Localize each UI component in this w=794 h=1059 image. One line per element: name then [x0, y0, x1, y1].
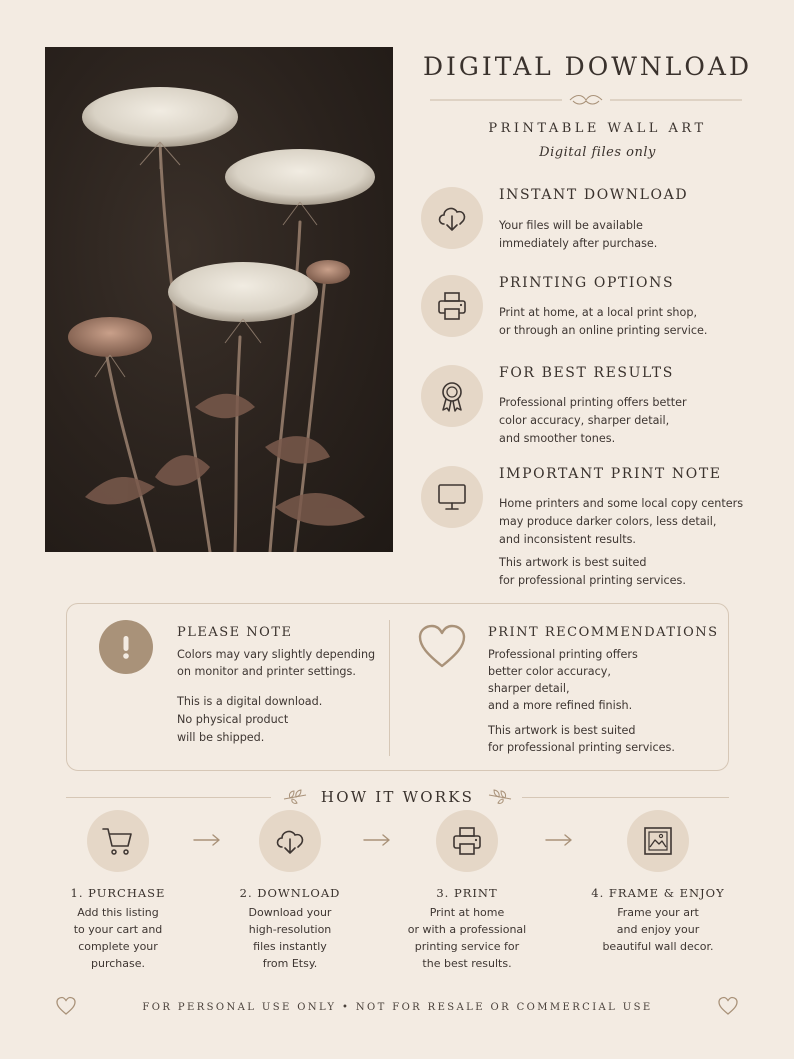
- step-text-line: or with a professional: [407, 923, 527, 936]
- feature-text-line: Home printers and some local copy centers: [499, 497, 744, 510]
- printer-icon: [449, 823, 485, 859]
- award-ribbon-icon: [434, 378, 470, 414]
- step-text-line: Add this listing: [77, 906, 159, 919]
- monitor-icon: [434, 479, 470, 515]
- feature-text-line: immediately after purchase.: [499, 237, 658, 250]
- how-it-works-title: HOW IT WORKS: [320, 788, 475, 806]
- step-text-line: and enjoy your: [616, 923, 700, 936]
- step-frame-enjoy: [573, 810, 743, 955]
- ornamental-divider: [430, 92, 742, 108]
- step-text-line: purchase.: [91, 957, 145, 970]
- note-text-line: Colors may vary slightly depending: [177, 648, 376, 661]
- feature-text-line: Print at home, at a local print shop,: [499, 306, 698, 319]
- section-rule-right: [522, 797, 729, 798]
- print-recommendations-title: PRINT RECOMMENDATIONS: [488, 625, 719, 640]
- feature-text-line: and smoother tones.: [499, 432, 616, 445]
- feature-title: INSTANT DOWNLOAD: [499, 187, 689, 203]
- note-text-line: and a more refined finish.: [488, 699, 633, 712]
- note-text-line: This is a digital download.: [177, 695, 323, 708]
- step-text-line: to your cart and: [73, 923, 163, 936]
- step-text-line: from Etsy.: [262, 957, 318, 970]
- queen-annes-lace-painting: [45, 47, 393, 552]
- exclamation-icon: [111, 632, 141, 662]
- feature-text-line: for professional printing services.: [499, 574, 686, 587]
- step-text-line: the best results.: [422, 957, 512, 970]
- step-text-line: Download your: [248, 906, 332, 919]
- note-text-line: Professional printing offers: [488, 648, 638, 661]
- step-title: 1. PURCHASE: [70, 886, 166, 900]
- exclamation-circle: [99, 620, 153, 674]
- notes-divider: [389, 620, 390, 756]
- step-text-line: printing service for: [414, 940, 520, 953]
- heart-outline-icon: [55, 996, 77, 1016]
- step-icon-circle: [87, 810, 149, 872]
- cloud-download-icon: [272, 823, 308, 859]
- step-text: [33, 904, 203, 972]
- note-text-line: This artwork is best suited: [488, 724, 636, 737]
- step-text-line: beautiful wall decor.: [602, 940, 714, 953]
- step-icon-circle: [436, 810, 498, 872]
- feature-title: PRINTING OPTIONS: [499, 275, 675, 291]
- step-icon-circle: [259, 810, 321, 872]
- step-text: [573, 904, 743, 955]
- heart-outline-icon: [717, 996, 739, 1016]
- step-download: [205, 810, 375, 972]
- feature-text-line: This artwork is best suited: [499, 556, 647, 569]
- flower-artwork-svg: [45, 47, 393, 552]
- step-text-line: complete your: [78, 940, 158, 953]
- step-title: 4. FRAME & ENJOY: [591, 886, 725, 900]
- usage-footer: FOR PERSONAL USE ONLY • NOT FOR RESALE OR COMMERCIAL USE: [142, 1002, 653, 1013]
- feature-text-line: Professional printing offers better: [499, 396, 687, 409]
- step-text-line: Frame your art: [617, 906, 699, 919]
- cloud-download-icon: [434, 200, 470, 236]
- feature-text-line: and inconsistent results.: [499, 533, 636, 546]
- page-subtitle: PRINTABLE WALL ART: [488, 121, 707, 136]
- note-text-line: on monitor and printer settings.: [177, 665, 356, 678]
- note-text-line: for professional printing services.: [488, 741, 675, 754]
- feature-text-line: or through an online printing service.: [499, 324, 708, 337]
- note-text-line: better color accuracy,: [488, 665, 611, 678]
- step-text: [205, 904, 375, 972]
- note-text-line: will be shipped.: [177, 731, 265, 744]
- feature-title: FOR BEST RESULTS: [499, 365, 674, 381]
- notes-box: [66, 603, 729, 771]
- step-icon-circle: [627, 810, 689, 872]
- page-tagline: Digital files only: [539, 145, 656, 160]
- printer-icon: [434, 288, 470, 324]
- step-text-line: Print at home: [429, 906, 505, 919]
- arrow-right-icon: [545, 832, 573, 848]
- step-text: [382, 904, 552, 972]
- step-text-line: files instantly: [253, 940, 327, 953]
- note-text-line: No physical product: [177, 713, 289, 726]
- framed-picture-icon: [640, 823, 676, 859]
- feature-icon-circle: [421, 187, 483, 249]
- step-print: [382, 810, 552, 972]
- feature-text-line: may produce darker colors, less detail,: [499, 515, 717, 528]
- leaf-ornament-icon: [282, 789, 308, 805]
- feature-icon-circle: [421, 466, 483, 528]
- step-text-line: high-resolution: [248, 923, 332, 936]
- step-title: 3. PRINT: [436, 886, 498, 900]
- page-title: DIGITAL DOWNLOAD: [423, 52, 752, 81]
- feature-text-line: color accuracy, sharper detail,: [499, 414, 670, 427]
- step-purchase: [33, 810, 203, 972]
- feature-text-line: Your files will be available: [499, 219, 643, 232]
- please-note-title: PLEASE NOTE: [177, 625, 293, 640]
- step-title: 2. DOWNLOAD: [239, 886, 341, 900]
- heart-outline-icon: [417, 624, 467, 670]
- note-text-line: sharper detail,: [488, 682, 570, 695]
- feature-icon-circle: [421, 275, 483, 337]
- feature-title: IMPORTANT PRINT NOTE: [499, 466, 722, 482]
- section-rule-left: [66, 797, 271, 798]
- leaf-ornament-icon: [487, 789, 513, 805]
- feature-icon-circle: [421, 365, 483, 427]
- shopping-cart-icon: [100, 823, 136, 859]
